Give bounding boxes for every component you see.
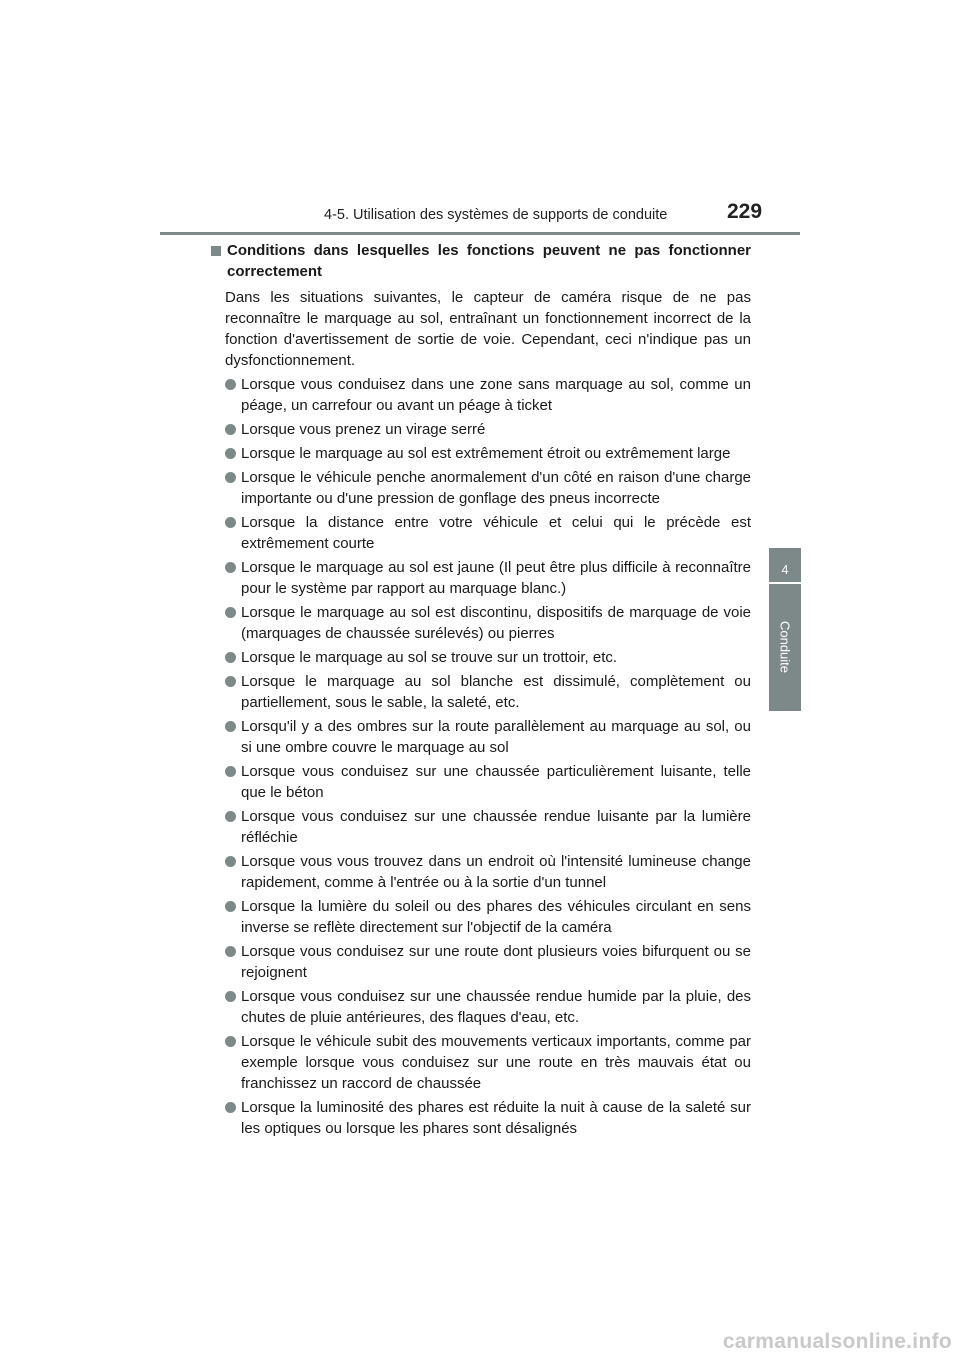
circle-bullet-icon: [225, 901, 236, 912]
list-item-text: Lorsque le marquage au sol est jaune (Il peut être plus difficile à reconnaître pour le système par rapport au marquage blanc.): [241, 559, 751, 597]
section-heading: [211, 240, 751, 282]
watermark: carmanualsonline.info: [722, 1330, 952, 1353]
main-content: [211, 240, 751, 1139]
list-item-text: Lorsqu'il y a des ombres sur la route parallèlement au marquage au sol, ou si une ombre couvre le marquage au sol: [241, 718, 751, 756]
list-item-text: Lorsque le véhicule penche anormalement d'un côté en raison d'une charge importante ou d'une pression de gonflage des pneus incorrecte: [241, 469, 751, 507]
conditions-list: [211, 374, 751, 1139]
list-item-text: Lorsque la luminosité des phares est réduite la nuit à cause de la saleté sur les optiques ou lorsque les phares sont désalignés: [241, 1099, 751, 1137]
list-item: [211, 851, 751, 893]
intro-paragraph: Dans les situations suivantes, le capteur de caméra risque de ne pas reconnaître le marquage au sol, entraînant un fonctionnement incorrect de la fonction d'avertissement de sortie de voie. Cependant, ceci n'indique pas un dysfonctionnement.: [225, 289, 751, 369]
section-header-title: 4-5. Utilisation des systèmes de supports de conduite: [324, 207, 668, 223]
circle-bullet-icon: [225, 811, 236, 822]
list-item-text: Lorsque vous conduisez sur une chaussée rendue humide par la pluie, des chutes de pluie antérieures, des flaques d'eau, etc.: [241, 988, 751, 1026]
circle-bullet-icon: [225, 856, 236, 867]
list-item: [211, 1031, 751, 1094]
list-item: [211, 806, 751, 848]
list-item-text: Lorsque le marquage au sol se trouve sur un trottoir, etc.: [241, 649, 618, 666]
circle-bullet-icon: [225, 472, 236, 483]
circle-bullet-icon: [225, 676, 236, 687]
circle-bullet-icon: [225, 652, 236, 663]
list-item-text: Lorsque vous conduisez sur une route dont plusieurs voies bifurquent ou se rejoignent: [241, 943, 751, 981]
chapter-number: 4: [781, 562, 789, 577]
circle-bullet-icon: [225, 991, 236, 1002]
list-item: [211, 896, 751, 938]
square-bullet-icon: [211, 246, 221, 256]
list-item: [211, 512, 751, 554]
list-item: [211, 986, 751, 1028]
page-number: 229: [727, 200, 763, 223]
circle-bullet-icon: [225, 607, 236, 618]
list-item-text: Lorsque le marquage au sol est discontinu, dispositifs de marquage de voie (marquages de chaussée surélevés) ou pierres: [241, 604, 751, 642]
list-item-text: Lorsque vous conduisez dans une zone sans marquage au sol, comme un péage, un carrefour ou avant un péage à ticket: [241, 376, 751, 414]
circle-bullet-icon: [225, 562, 236, 573]
list-item-text: Lorsque vous conduisez sur une chaussée rendue luisante par la lumière réfléchie: [241, 808, 751, 846]
list-item: [211, 761, 751, 803]
list-item: [211, 647, 751, 668]
list-item: [211, 671, 751, 713]
section-heading-text: Conditions dans lesquelles les fonctions peuvent ne pas fonctionner correctement: [227, 242, 751, 280]
list-item-text: Lorsque la distance entre votre véhicule et celui qui le précède est extrêmement courte: [241, 514, 751, 552]
list-item: [211, 557, 751, 599]
list-item: [211, 941, 751, 983]
list-item-text: Lorsque vous conduisez sur une chaussée particulièrement luisante, telle que le béton: [241, 763, 751, 801]
list-item: [211, 443, 751, 464]
list-item: [211, 716, 751, 758]
circle-bullet-icon: [225, 424, 236, 435]
circle-bullet-icon: [225, 766, 236, 777]
list-item-text: Lorsque la lumière du soleil ou des phares des véhicules circulant en sens inverse se reflète directement sur l'objectif de la caméra: [241, 898, 751, 936]
list-item: [211, 419, 751, 440]
list-item-text: Lorsque le véhicule subit des mouvements verticaux importants, comme par exemple lorsque vous conduisez sur une route en très mauvais état ou franchissez un raccord de chaussée: [241, 1033, 751, 1092]
header-divider: [160, 232, 800, 235]
list-item-text: Lorsque vous vous trouvez dans un endroit où l'intensité lumineuse change rapidement, comme à l'entrée ou à la sortie d'un tunnel: [241, 853, 751, 891]
circle-bullet-icon: [225, 379, 236, 390]
list-item-text: Lorsque le marquage au sol est extrêmement étroit ou extrêmement large: [241, 445, 731, 462]
circle-bullet-icon: [225, 517, 236, 528]
list-item-text: Lorsque vous prenez un virage serré: [241, 421, 486, 438]
circle-bullet-icon: [225, 721, 236, 732]
circle-bullet-icon: [225, 1102, 236, 1113]
list-item: [211, 1097, 751, 1139]
circle-bullet-icon: [225, 1036, 236, 1047]
circle-bullet-icon: [225, 946, 236, 957]
chapter-label: Conduite: [777, 620, 793, 674]
circle-bullet-icon: [225, 448, 236, 459]
list-item: [211, 467, 751, 509]
list-item: [211, 374, 751, 416]
list-item: [211, 602, 751, 644]
list-item-text: Lorsque le marquage au sol blanche est dissimulé, complètement ou partiellement, sous le sable, la saleté, etc.: [241, 673, 751, 711]
